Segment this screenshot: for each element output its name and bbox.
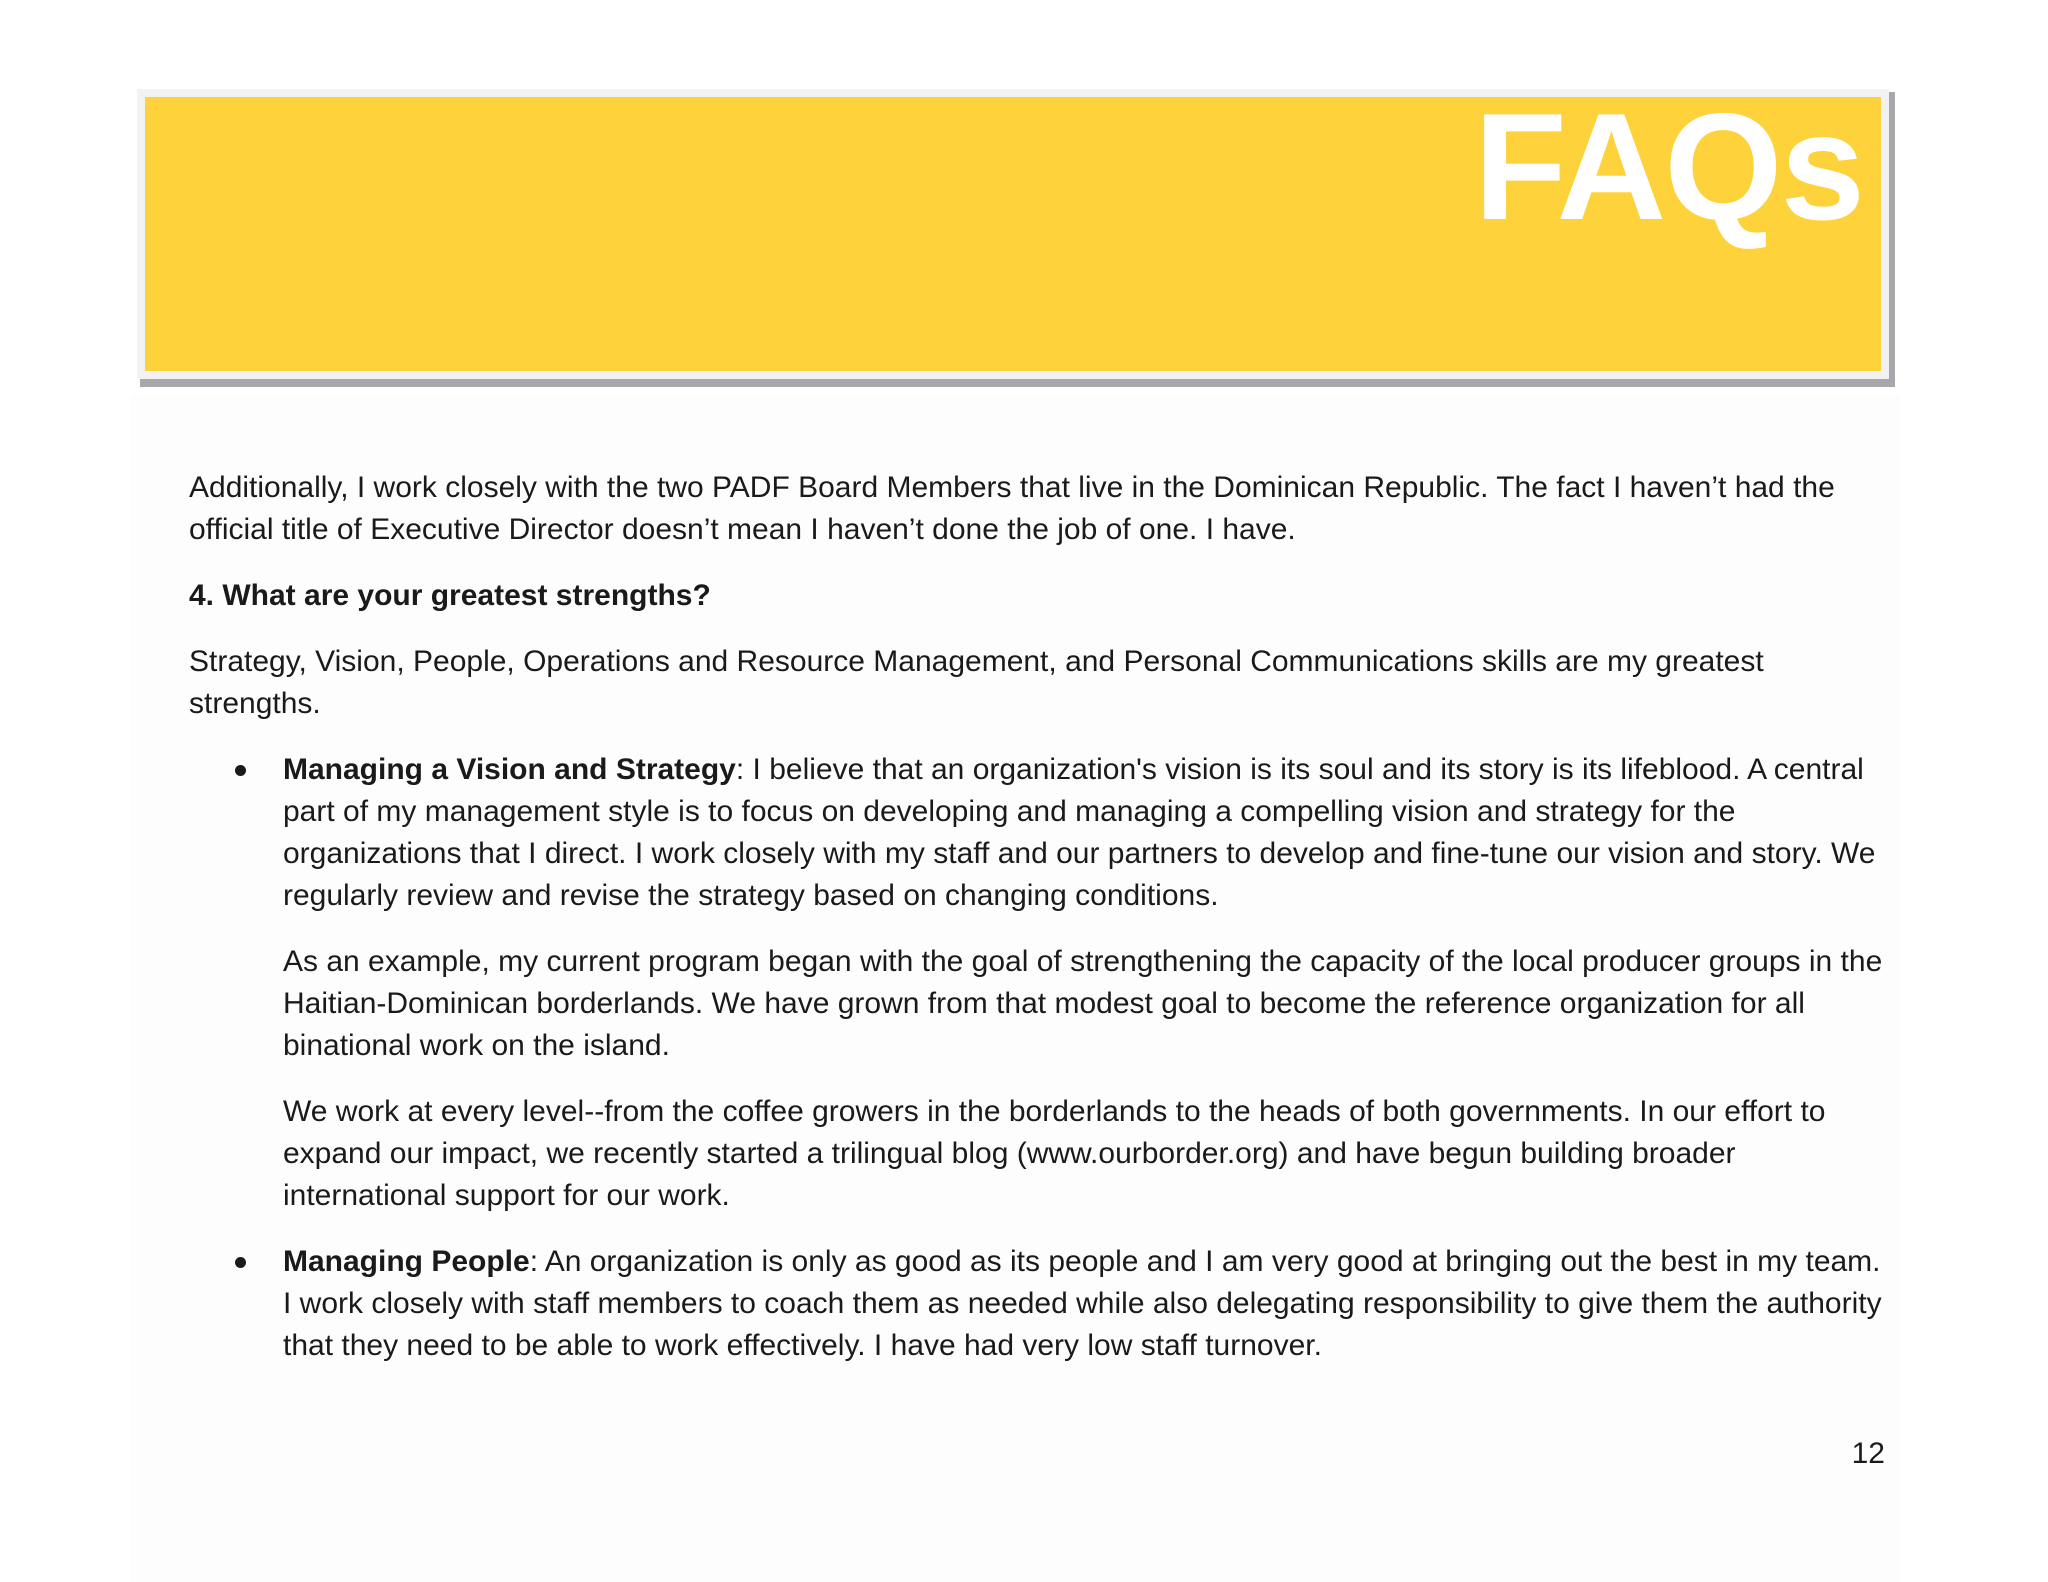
list-item-managing-people [189,1241,1889,1367]
bullet-text: : I believe that an organization's vision is its soul and its story is its lifeblood. A central part of my management style is to focus on developing and managing a compelling vision and strategy for the organizations that I direct. I work closely with my staff and our partners to develop and fine-tune our vision and story. We regularly review and revise the strategy based on changing conditions. [283,753,1876,912]
strengths-list [189,749,1889,1367]
page-title: FAQs [1474,82,1863,252]
followup-paragraph: As an example, my current program began with the goal of strengthening the capacity of the local producer groups in the Haitian-Dominican borderlands. We have grown from that modest goal to become the reference organization for all binational work on the island. [283,945,1883,1062]
followup-paragraph: We work at every level--from the coffee growers in the borderlands to the heads of both governments. In our effort to expand our impact, we recently started a trilingual blog (www.ourborder.org) and have begun building broader international support for our work. [283,1095,1826,1212]
bullet-term: Managing People [283,1245,530,1278]
bullet-term: Managing a Vision and Strategy [283,753,736,786]
bullet-icon [235,1257,246,1268]
bullet-paragraph [283,1241,1889,1367]
answer-paragraph: Strategy, Vision, People, Operations and Resource Management, and Personal Communications skills are my greatest strengths. [189,645,1764,720]
banner-fill [145,82,1881,371]
body-text [189,467,1889,1391]
question-heading: 4. What are your greatest strengths? [189,579,711,612]
bullet-paragraph [283,749,1889,917]
bullet-icon [235,765,246,776]
page-number: 12 [1851,1437,1885,1470]
intro-paragraph: Additionally, I work closely with the two PADF Board Members that live in the Dominican Republic. The fact I haven’t had the official title of Executive Director doesn’t mean I haven’t done the job of one. I have. [189,471,1835,546]
bullet-text: : An organization is only as good as its people and I am very good at bringing out the best in my team. I work closely with staff members to coach them as needed while also delegating responsibility to give them the authority that they need to be able to work effectively. I have had very low staff turnover. [283,1245,1882,1362]
header-banner [137,82,1889,379]
list-item-vision-strategy [189,749,1889,1217]
